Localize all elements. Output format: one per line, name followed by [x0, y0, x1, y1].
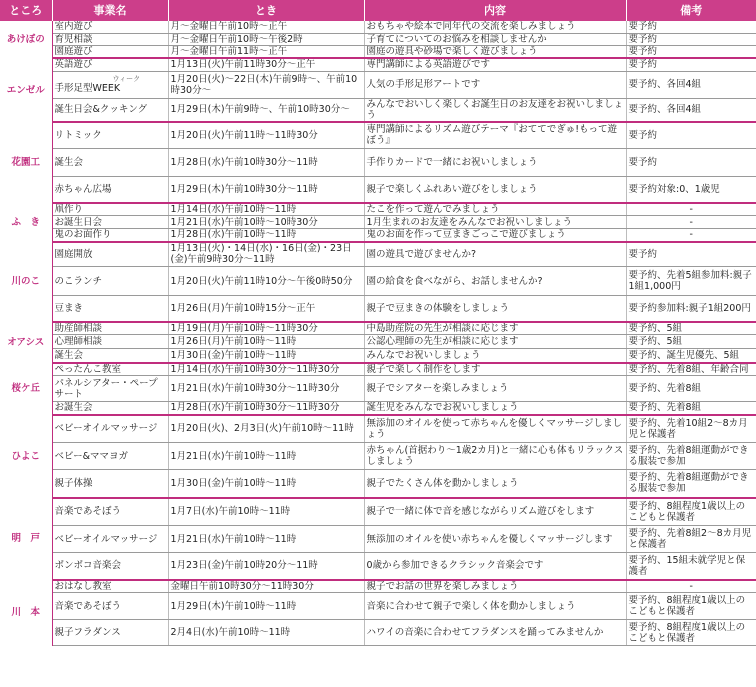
notes-cell: 要予約 [626, 45, 756, 58]
event-cell [52, 71, 168, 98]
table-row [0, 58, 756, 71]
when-cell: 1月30日(金)午前10時～11時 [168, 470, 364, 498]
place-kawamoto: 川 本 [0, 580, 52, 646]
place-angel: エンゼル [0, 58, 52, 122]
when-cell: 1月13日(火)・14日(水)・16日(金)・23日(金)午前9時30分～11時 [168, 242, 364, 267]
event-cell: ベビー&ママヨガ [52, 443, 168, 470]
event-cell: のこランチ [52, 267, 168, 296]
place-hiyoko: ひよこ [0, 415, 52, 498]
content-cell: 鬼のお面を作って豆まきごっこで遊びましょう [364, 229, 626, 242]
table-row [0, 470, 756, 498]
event-cell: 誕生会 [52, 148, 168, 176]
table-row [0, 376, 756, 402]
table-row [0, 45, 756, 58]
when-cell: 1月21日(水)午前10時～11時 [168, 526, 364, 553]
table-row [0, 267, 756, 296]
content-cell: たこを作って遊んでみましょう [364, 203, 626, 216]
content-cell: 親子で豆まきの体験をしましょう [364, 296, 626, 322]
table-row [0, 148, 756, 176]
event-label: 手形足型WEEK [54, 82, 121, 94]
table-row [0, 98, 756, 122]
when-cell: 1月7日(水)午前10時～11時 [168, 498, 364, 526]
event-cell: ぺったんこ教室 [52, 363, 168, 376]
place-akebono: あけぼの [0, 21, 52, 58]
notes-cell: 要予約、8組程度1歳以上のこどもと保護者 [626, 593, 756, 620]
notes-cell: 要予約、8組程度1歳以上のこどもと保護者 [626, 498, 756, 526]
notes-cell: 要予約、先着8組 [626, 376, 756, 402]
event-cell: パネルシアター・ペープサート [52, 376, 168, 402]
event-cell: ベビーオイルマッサージ [52, 526, 168, 553]
event-cell: 凧作り [52, 203, 168, 216]
when-cell: 1月21日(水)午前10時～10時30分 [168, 216, 364, 229]
event-cell: 園庭遊び [52, 45, 168, 58]
when-cell: 1月30日(金)午前10時～11時 [168, 349, 364, 363]
when-cell: 1月21日(水)午前10時～11時 [168, 443, 364, 470]
table-row [0, 71, 756, 98]
table-row [0, 122, 756, 148]
content-cell: みんなでお祝いしましょう [364, 349, 626, 363]
header-event: 事業名 [52, 0, 168, 21]
notes-cell: 要予約、先着8組、年齢合同 [626, 363, 756, 376]
content-cell: 音楽に合わせて親子で楽しく体を動かしましょう [364, 593, 626, 620]
content-cell: 親子で楽しくふれあい遊びをしましょう [364, 176, 626, 203]
table-row [0, 593, 756, 620]
event-cell: お誕生会 [52, 402, 168, 415]
content-cell: 親子でお話の世界を楽しみましょう [364, 580, 626, 593]
content-cell: 公認心理師の先生が相談に応じます [364, 335, 626, 349]
table-row [0, 553, 756, 580]
event-cell: 豆まき [52, 296, 168, 322]
table-row [0, 363, 756, 376]
header-notes: 備考 [626, 0, 756, 21]
event-cell: 鬼のお面作り [52, 229, 168, 242]
notes-cell: 要予約、8組程度1歳以上のこどもと保護者 [626, 620, 756, 646]
notes-cell: 要予約参加料:親子1組200円 [626, 296, 756, 322]
when-cell: 1月20日(火)午前11時～11時30分 [168, 122, 364, 148]
content-cell: 親子で一緒に体で音を感じながらリズム遊びをします [364, 498, 626, 526]
table-row [0, 33, 756, 45]
when-cell: 1月20日(火)、2月3日(火)午前10時～11時 [168, 415, 364, 443]
content-cell: 園の遊具で遊びませんか? [364, 242, 626, 267]
event-cell: お誕生日会 [52, 216, 168, 229]
notes-cell: - [626, 216, 756, 229]
content-cell: 中島助産院の先生が相談に応じます [364, 322, 626, 335]
event-cell: 心理師相談 [52, 335, 168, 349]
place-kawanoko: 川のこ [0, 242, 52, 322]
place-oasis: オアシス [0, 322, 52, 363]
content-cell: 0歳から参加できるクラシック音楽会です [364, 553, 626, 580]
when-cell: 1月26日(月)午前10時15分～正午 [168, 296, 364, 322]
when-cell: 1月28日(水)午前10時30分～11時 [168, 148, 364, 176]
when-cell: 2月4日(水)午前10時～11時 [168, 620, 364, 646]
notes-cell: 要予約、先着8組運動ができる服装で参加 [626, 470, 756, 498]
when-cell: 月～金曜日午前10時～正午 [168, 21, 364, 33]
content-cell: 誕生児をみんなでお祝いしましょう [364, 402, 626, 415]
content-cell: 専門講師によるリズム遊びテーマ『おててでぎゅ!もって遊ぼう』 [364, 122, 626, 148]
content-cell: 無添加のオイルを使って赤ちゃんを優しくマッサージしましょう [364, 415, 626, 443]
event-cell: 音楽であそぼう [52, 498, 168, 526]
content-cell: 無添加のオイルを使い赤ちゃんを優しくマッサージします [364, 526, 626, 553]
event-cell: おはなし教室 [52, 580, 168, 593]
notes-cell: 要予約、5組 [626, 335, 756, 349]
notes-cell: 要予約 [626, 242, 756, 267]
event-cell: 園庭開放 [52, 242, 168, 267]
content-cell: 専門講師による英語遊びです [364, 58, 626, 71]
table-row [0, 203, 756, 216]
notes-cell: 要予約対象:0、1歳児 [626, 176, 756, 203]
notes-cell: 要予約、各回4組 [626, 98, 756, 122]
content-cell: 園庭の遊具や砂場で楽しく遊びましょう [364, 45, 626, 58]
table-row [0, 21, 756, 33]
when-cell: 1月29日(木)午前10時30分～11時 [168, 176, 364, 203]
when-cell: 1月29日(木)午前9時～、午前10時30分～ [168, 98, 364, 122]
content-cell: ハワイの音楽に合わせてフラダンスを踊ってみませんか [364, 620, 626, 646]
table-row [0, 526, 756, 553]
header-place: ところ [0, 0, 52, 21]
event-cell: ベビーオイルマッサージ [52, 415, 168, 443]
when-cell: 1月28日(水)午前10時30分～11時30分 [168, 402, 364, 415]
table-row [0, 176, 756, 203]
when-cell: 金曜日午前10時30分～11時30分 [168, 580, 364, 593]
content-cell: 赤ちゃん(首据わり～1歳2カ月)と一緒に心も体もリラックスしましょう [364, 443, 626, 470]
event-cell: 英語遊び [52, 58, 168, 71]
when-cell: 1月13日(火)午前11時30分～正午 [168, 58, 364, 71]
table-row [0, 229, 756, 242]
event-cell: 助産師相談 [52, 322, 168, 335]
notes-cell: 要予約、先着8組運動ができる服装で参加 [626, 443, 756, 470]
when-cell: 1月14日(水)午前10時30分～11時30分 [168, 363, 364, 376]
event-cell: 音楽であそぼう [52, 593, 168, 620]
table-row [0, 242, 756, 267]
content-cell: みんなでおいしく楽しくお誕生日のお友達をお祝いしましょう [364, 98, 626, 122]
event-cell: 誕生会 [52, 349, 168, 363]
table-row [0, 322, 756, 335]
content-cell: 親子でシアターを楽しみましょう [364, 376, 626, 402]
notes-cell: 要予約、各回4組 [626, 71, 756, 98]
event-cell: リトミック [52, 122, 168, 148]
notes-cell: 要予約 [626, 122, 756, 148]
table-row [0, 415, 756, 443]
notes-cell: 要予約 [626, 58, 756, 71]
table-row [0, 443, 756, 470]
content-cell: 親子で楽しく制作をします [364, 363, 626, 376]
content-cell: おもちゃや絵本で同年代の交流を楽しみましょう [364, 21, 626, 33]
table-row [0, 216, 756, 229]
table-row [0, 498, 756, 526]
notes-cell: 要予約、先着5組参加料:親子1組1,000円 [626, 267, 756, 296]
header-when: とき [168, 0, 364, 21]
notes-cell: - [626, 229, 756, 242]
place-sakuragaoka: 桜ケ丘 [0, 363, 52, 415]
event-cell: 親子体操 [52, 470, 168, 498]
when-cell: 1月20日(火)午前11時10分～午後0時50分 [168, 267, 364, 296]
when-cell: 1月23日(金)午前10時20分～11時 [168, 553, 364, 580]
content-cell: 1月生まれのお友達をみんなでお祝いしましょう [364, 216, 626, 229]
table-row [0, 296, 756, 322]
notes-cell: 要予約、先着8組 [626, 402, 756, 415]
content-cell: 園の給食を食べながら、お話しませんか? [364, 267, 626, 296]
content-cell: 親子でたくさん体を動かしましょう [364, 470, 626, 498]
event-ruby: ウィーク [112, 74, 141, 83]
event-cell: 室内遊び [52, 21, 168, 33]
notes-cell: 要予約 [626, 148, 756, 176]
content-cell: 手作りカードで一緒にお祝いしましょう [364, 148, 626, 176]
when-cell: 1月28日(水)午前10時～11時 [168, 229, 364, 242]
table-row [0, 620, 756, 646]
table-row [0, 335, 756, 349]
when-cell: 月～金曜日午前10時～午後2時 [168, 33, 364, 45]
header-row [0, 0, 756, 21]
table-row [0, 580, 756, 593]
header-content: 内容 [364, 0, 626, 21]
event-cell: 赤ちゃん広場 [52, 176, 168, 203]
when-cell: 1月26日(月)午前10時～11時 [168, 335, 364, 349]
notes-cell: 要予約、先着10組2～8カ月児と保護者 [626, 415, 756, 443]
table-row [0, 349, 756, 363]
when-cell: 月～金曜日午前11時～正午 [168, 45, 364, 58]
notes-cell: 要予約 [626, 33, 756, 45]
when-cell: 1月20日(火)～22日(木)午前9時～、午前10時30分～ [168, 71, 364, 98]
place-akedo: 明 戸 [0, 498, 52, 580]
when-cell: 1月29日(木)午前10時～11時 [168, 593, 364, 620]
notes-cell: - [626, 580, 756, 593]
when-cell: 1月21日(水)午前10時30分～11時30分 [168, 376, 364, 402]
notes-cell: 要予約、5組 [626, 322, 756, 335]
content-cell: 子育てについてのお悩みを相談しませんか [364, 33, 626, 45]
place-fuki: ふ き [0, 203, 52, 242]
event-cell: ボンボコ音楽会 [52, 553, 168, 580]
notes-cell: 要予約、先着8組2～8カ月児と保護者 [626, 526, 756, 553]
place-hanazono: 花園工 [0, 122, 52, 203]
notes-cell: 要予約 [626, 21, 756, 33]
notes-cell: 要予約、誕生児優先、5組 [626, 349, 756, 363]
event-cell: 育児相談 [52, 33, 168, 45]
content-cell: 人気の手形足形アートです [364, 71, 626, 98]
when-cell: 1月19日(月)午前10時～11時30分 [168, 322, 364, 335]
table-row [0, 402, 756, 415]
event-cell: 誕生日会&クッキング [52, 98, 168, 122]
notes-cell: 要予約、15組未就学児と保護者 [626, 553, 756, 580]
event-cell: 親子フラダンス [52, 620, 168, 646]
notes-cell: - [626, 203, 756, 216]
when-cell: 1月14日(水)午前10時～11時 [168, 203, 364, 216]
